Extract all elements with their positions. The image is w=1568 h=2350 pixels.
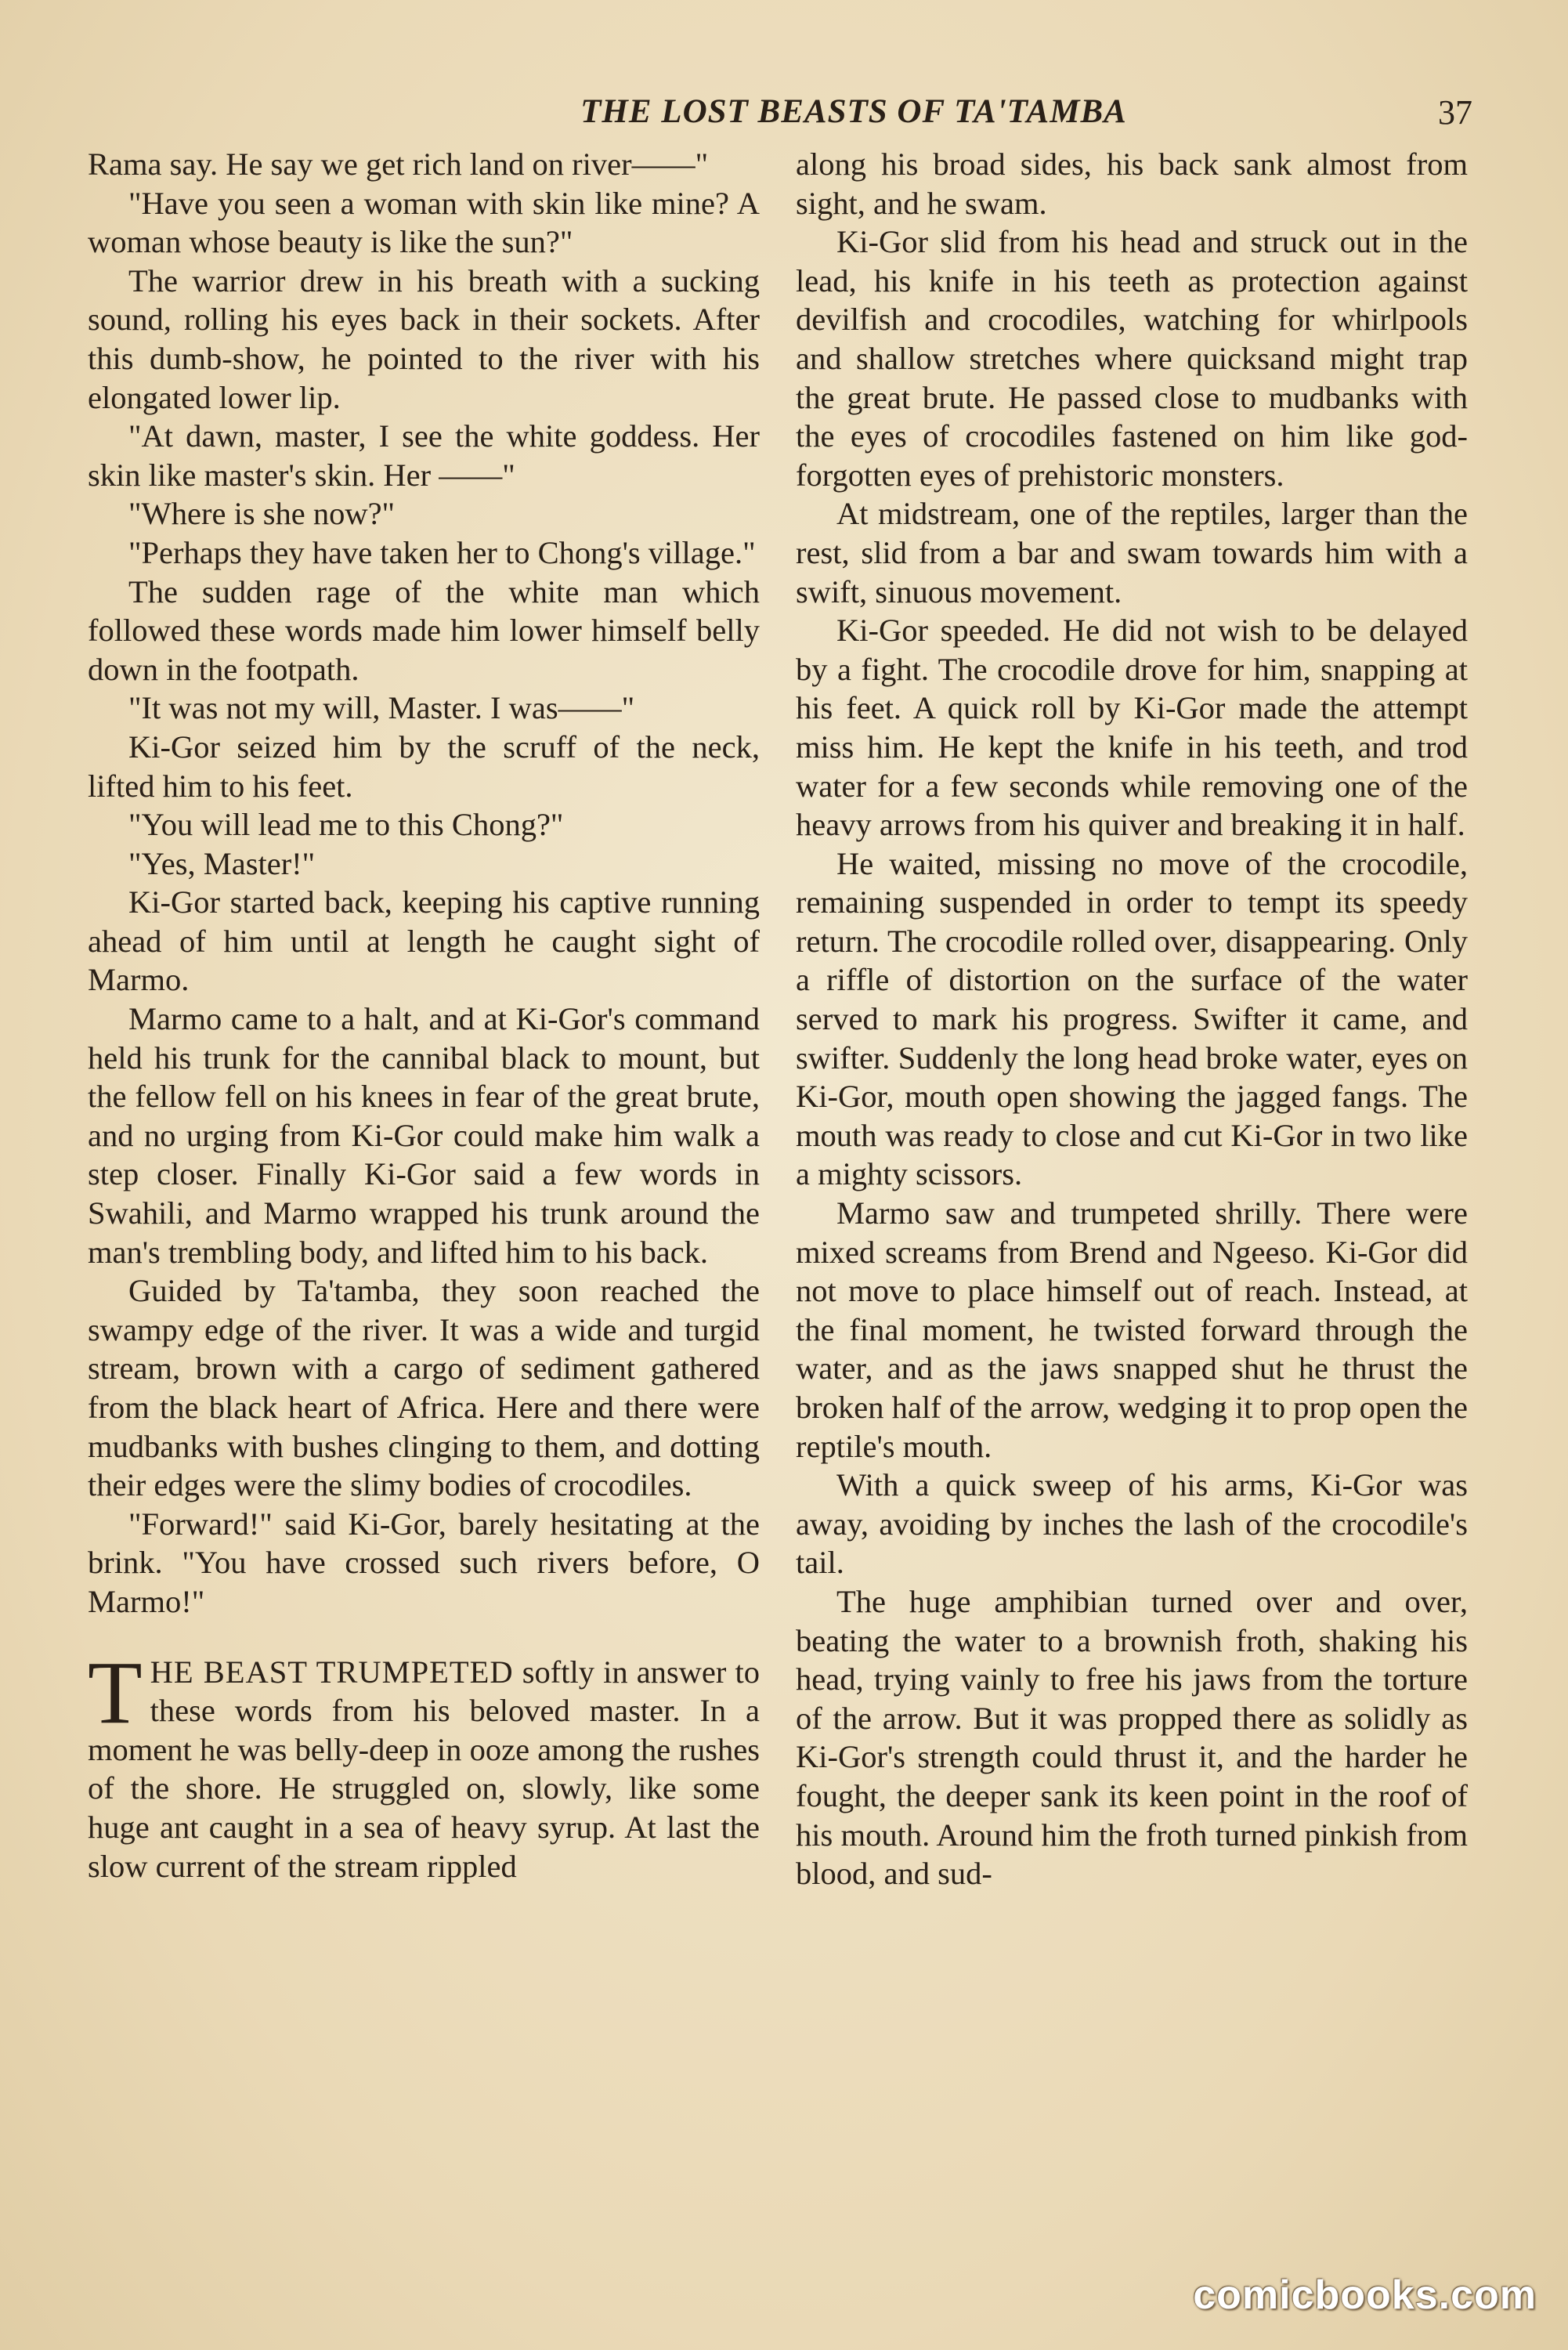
paragraph: "It was not my will, Master. I was——" (128, 690, 635, 726)
paragraph: Ki-Gor started back, keeping his captive running ahead of him until at length he caught sight of Marmo. (88, 884, 760, 998)
paragraph: "At dawn, master, I see the white goddess. Her skin like master's skin. Her ——" (88, 418, 760, 493)
paragraph: Rama say. He say we get rich land on river——" (88, 146, 709, 182)
paragraph: Marmo saw and trumpeted shrilly. There were mixed screams from Brend and Ngeeso. Ki-Gor did not move to place himself out of reach. Instead, at the final moment, he twisted forward through the water, and as the jaws snapped shut he thrust the broken half of the arrow, wedging it to prop open the reptile's mouth. (796, 1195, 1468, 1464)
section-break (88, 1622, 760, 1653)
paragraph: The warrior drew in his breath with a sucking sound, rolling his eyes back in their sockets. After this dumb-show, he pointed to the river with his elongated lower lip. (88, 262, 760, 415)
page-number: 37 (1438, 93, 1472, 132)
paragraph: "Yes, Master!" (128, 845, 316, 881)
paragraph: The huge amphibian turned over and over, beating the water to a brownish froth, shaking his head, trying vainly to free his jaws from the torture of the arrow. But it was propped there as solidly as Ki-Gor's strength could thrust it, and the harder he fought, the deeper sank its keen point in the roof of his mouth. Around him the froth turned pinkish from blood, and sud- (796, 1583, 1468, 1892)
right-column (796, 145, 1468, 1893)
paragraph: along his broad sides, his back sank almost from sight, and he swam. (796, 146, 1468, 221)
paragraph: Guided by Ta'tamba, they soon reached the swampy edge of the river. It was a wide and turgid stream, brown with a cargo of sediment gathered from the black heart of Africa. Here and there were mudbanks with bushes clinging to them, and dotting their edges were the slimy bodies of crocodiles. (88, 1273, 760, 1503)
paragraph: At midstream, one of the reptiles, larger than the rest, slid from a bar and swam towards him with a swift, sinuous movement. (796, 496, 1468, 609)
section-text: softly in answer to these words from his beloved master. In a moment he was belly-deep in ooze among the rushes of the shore. He struggled on, slowly, like some huge ant caught in a sea of heavy syrup. At last the slow current of the stream rippled (88, 1654, 760, 1884)
paragraph: Ki-Gor seized him by the scruff of the neck, lifted him to his feet. (88, 728, 760, 804)
site-watermark: comicbooks.com (1193, 2272, 1537, 2318)
left-column (88, 145, 760, 1885)
paragraph: He waited, missing no move of the crocodile, remaining suspended in order to tempt its speedy return. The crocodile rolled over, disappearing. Only a riffle of distortion on the surface of the water served to mark his progress. Swifter it came, and swifter. Suddenly the long head broke water, eyes on Ki-Gor, mouth open showing the jagged fangs. The mouth was ready to close and cut Ki-Gor in two like a mighty scissors. (796, 845, 1468, 1192)
section-opening-paragraph (88, 1642, 760, 1886)
paragraph: "Have you seen a woman with skin like mine? A woman whose beauty is like the sun?" (88, 185, 760, 260)
paragraph: The sudden rage of the white man which followed these words made him lower himself belly down in the footpath. (88, 573, 760, 687)
paragraph: Ki-Gor slid from his head and struck out in the lead, his knife in his teeth as protection against devilfish and crocodiles, watching for whirlpools and shallow stretches where quicksand might trap the great brute. He passed close to mudbanks with the eyes of crocodiles fastened on him like god-forgotten eyes of prehistoric monsters. (796, 224, 1468, 493)
running-head: THE LOST BEASTS OF TA'TAMBA (580, 93, 1127, 130)
page-header (86, 92, 1472, 139)
paragraph: Ki-Gor speeded. He did not wish to be delayed by a fight. The crocodile drove for him, snapping at his feet. A quick roll by Ki-Gor made the attempt miss him. He kept the knife in his teeth, and trod water for a few seconds while removing one of the heavy arrows from his quiver and breaking it in half. (796, 613, 1468, 843)
paragraph: "Where is she now?" (128, 496, 396, 532)
drop-cap: T (88, 1642, 143, 1742)
paragraph: "You will lead me to this Chong?" (128, 807, 564, 843)
paragraph: "Perhaps they have taken her to Chong's village." (128, 534, 756, 570)
paragraph: With a quick sweep of his arms, Ki-Gor was away, avoiding by inches the lash of the crocodile's tail. (796, 1467, 1468, 1581)
section-lead-in: HE BEAST TRUMPETED (150, 1654, 514, 1690)
paragraph: "Forward!" said Ki-Gor, barely hesitating at the brink. "You have crossed such rivers before, O Marmo!" (88, 1506, 760, 1619)
paragraph: Marmo came to a halt, and at Ki-Gor's command held his trunk for the cannibal black to mount, but the fellow fell on his knees in fear of the great brute, and no urging from Ki-Gor could make him walk a step closer. Finally Ki-Gor said a few words in Swahili, and Marmo wrapped his trunk around the man's trembling body, and lifted him to his back. (88, 1001, 760, 1270)
